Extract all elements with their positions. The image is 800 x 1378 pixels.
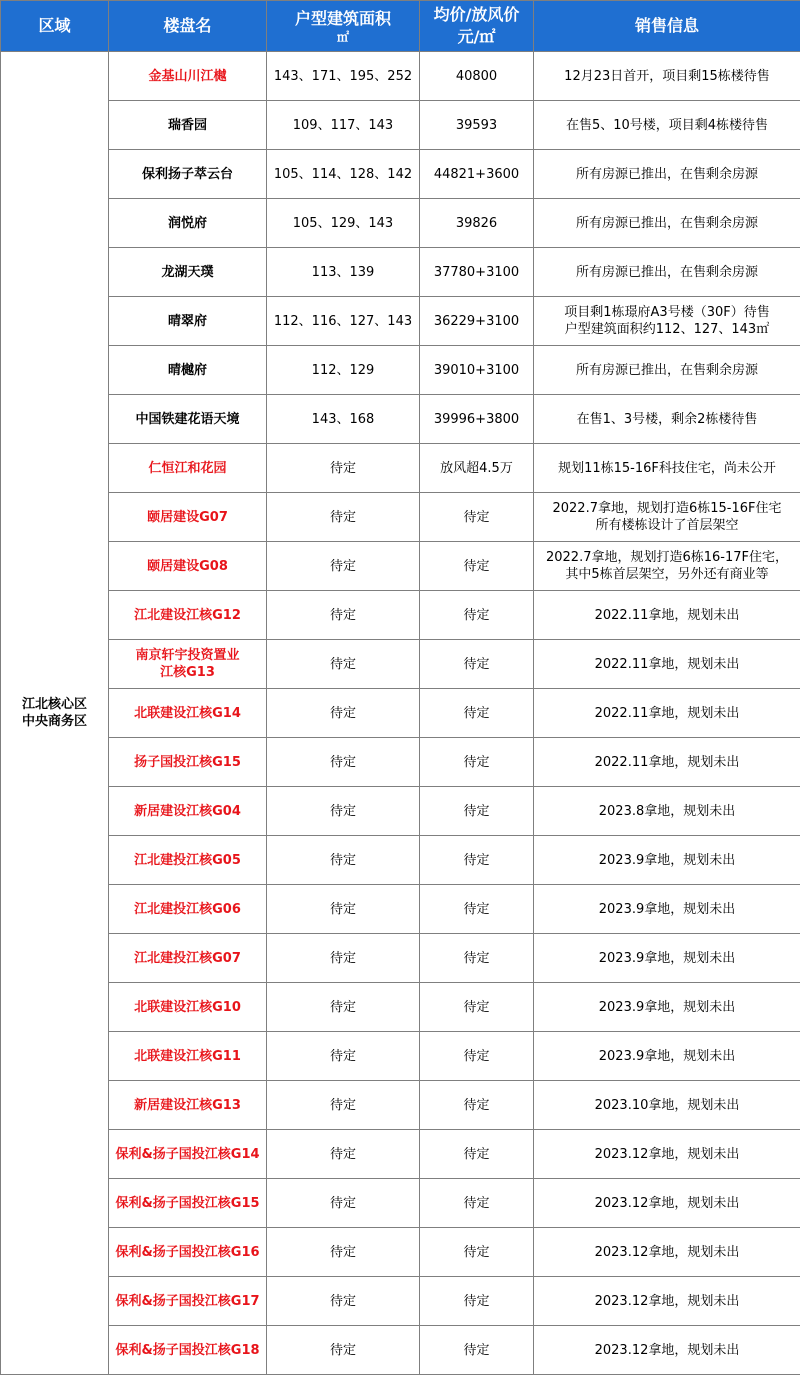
price-cell: 待定 [420, 934, 534, 983]
sales-info-line-1: 2022.11拿地，规划未出 [594, 656, 740, 672]
sales-info-cell [534, 787, 800, 836]
sales-info-cell [534, 444, 800, 493]
project-name-cell [109, 1228, 267, 1277]
area-cell: 105、129、143 [267, 199, 420, 248]
project-name: 南京轩宇投资置业 [135, 648, 240, 663]
table-row [1, 983, 800, 1032]
table-row [1, 248, 800, 297]
area-cell: 待定 [267, 689, 420, 738]
header-area-unit: ㎡ [336, 30, 349, 44]
project-name: 保利&扬子国投江核G14 [115, 1146, 260, 1162]
sales-info-line-2: 户型建筑面积约112、127、143㎡ [564, 322, 770, 337]
area-cell: 待定 [267, 1179, 420, 1228]
sales-info-line-1: 2023.9拿地，规划未出 [598, 1048, 736, 1064]
project-name-cell [109, 1130, 267, 1179]
price-cell: 39996+3800 [420, 395, 534, 444]
price-cell: 待定 [420, 542, 534, 591]
price-cell: 待定 [420, 836, 534, 885]
project-name-cell [109, 493, 267, 542]
price-cell: 待定 [420, 1081, 534, 1130]
header-sales: 销售信息 [534, 1, 800, 52]
area-cell: 待定 [267, 1277, 420, 1326]
sales-info-line-1: 2022.11拿地，规划未出 [594, 705, 740, 721]
table-row [1, 1228, 800, 1277]
table-row [1, 738, 800, 787]
sales-info-cell [534, 346, 800, 395]
project-name-cell [109, 297, 267, 346]
table-row [1, 1277, 800, 1326]
table-row [1, 493, 800, 542]
header-region: 区域 [1, 1, 109, 52]
area-cell: 待定 [267, 493, 420, 542]
table-row [1, 52, 800, 101]
header-area-line1: 户型建筑面积 [294, 9, 391, 28]
sales-info-cell [534, 395, 800, 444]
project-name: 润悦府 [167, 215, 207, 231]
area-cell: 105、114、128、142 [267, 150, 420, 199]
region-cell [1, 52, 109, 1375]
price-cell: 待定 [420, 885, 534, 934]
sales-info-cell [534, 640, 800, 689]
project-name-cell [109, 1179, 267, 1228]
area-cell: 待定 [267, 1228, 420, 1277]
header-name: 楼盘名 [109, 1, 267, 52]
sales-info-cell [534, 1081, 800, 1130]
sales-info-line-1: 12月23日首开，项目剩15栋楼待售 [564, 68, 770, 84]
project-name-cell [109, 444, 267, 493]
project-name: 北联建设江核G14 [134, 705, 241, 721]
project-name-cell [109, 1032, 267, 1081]
project-name-cell [109, 1326, 267, 1375]
area-cell: 待定 [267, 542, 420, 591]
sales-info-cell [534, 689, 800, 738]
project-name: 仁恒江和花园 [148, 460, 227, 476]
sales-info-cell [534, 983, 800, 1032]
area-cell: 143、171、195、252 [267, 52, 420, 101]
sales-info-cell [534, 1130, 800, 1179]
price-cell: 待定 [420, 787, 534, 836]
project-name: 新居建设江核G04 [134, 803, 241, 819]
header-price [420, 1, 534, 52]
project-name-line-2: 江核G13 [160, 665, 215, 680]
price-cell: 36229+3100 [420, 297, 534, 346]
project-name: 中国铁建花语天境 [135, 411, 240, 427]
sales-info-cell [534, 934, 800, 983]
sales-info-line-1: 2023.12拿地，规划未出 [594, 1342, 740, 1358]
area-cell: 待定 [267, 934, 420, 983]
project-name: 北联建设江核G11 [134, 1048, 241, 1064]
project-name: 保利扬子萃云台 [141, 166, 233, 182]
project-name: 晴翠府 [167, 313, 207, 329]
area-cell: 待定 [267, 640, 420, 689]
area-cell: 待定 [267, 1081, 420, 1130]
sales-info-cell [534, 150, 800, 199]
sales-info-cell [534, 248, 800, 297]
table-row [1, 1081, 800, 1130]
project-name-cell [109, 248, 267, 297]
table-row [1, 395, 800, 444]
project-name: 颐居建设G07 [147, 509, 228, 525]
project-name-cell [109, 395, 267, 444]
table-row [1, 640, 800, 689]
table-row [1, 444, 800, 493]
table-row [1, 885, 800, 934]
sales-info-line-2: 其中5栋首层架空，另外还有商业等 [565, 567, 769, 582]
table-row [1, 934, 800, 983]
table-row [1, 787, 800, 836]
sales-info-line-1: 2022.11拿地，规划未出 [594, 607, 740, 623]
project-name-cell [109, 689, 267, 738]
area-cell: 待定 [267, 1326, 420, 1375]
project-name-cell [109, 787, 267, 836]
price-cell: 39826 [420, 199, 534, 248]
sales-info-cell [534, 199, 800, 248]
project-name: 保利&扬子国投江核G17 [115, 1293, 260, 1309]
area-cell: 112、129 [267, 346, 420, 395]
price-cell: 待定 [420, 1179, 534, 1228]
price-cell: 待定 [420, 983, 534, 1032]
project-name: 晴樾府 [167, 362, 207, 378]
area-cell: 待定 [267, 1130, 420, 1179]
area-cell: 待定 [267, 1032, 420, 1081]
project-name: 江北建设江核G12 [134, 607, 241, 623]
table-row [1, 1032, 800, 1081]
sales-info-line-1: 2023.9拿地，规划未出 [598, 901, 736, 917]
project-name: 江北建投江核G07 [134, 950, 241, 966]
price-cell: 待定 [420, 1130, 534, 1179]
region-line-2: 中央商务区 [21, 714, 87, 729]
sales-info-cell [534, 836, 800, 885]
sales-info-cell [534, 738, 800, 787]
table-row [1, 199, 800, 248]
sales-info-line-2: 所有楼栋设计了首层架空 [595, 518, 739, 533]
area-cell: 待定 [267, 885, 420, 934]
area-cell: 待定 [267, 591, 420, 640]
sales-info-cell [534, 591, 800, 640]
sales-info-line-1: 2022.7拿地，规划打造6栋16-17F住宅， [545, 550, 788, 565]
header-area [267, 1, 420, 52]
sales-info-line-1: 2023.9拿地，规划未出 [598, 852, 736, 868]
table-row [1, 591, 800, 640]
sales-info-cell [534, 1326, 800, 1375]
project-name-cell [109, 1277, 267, 1326]
table-row [1, 150, 800, 199]
price-cell: 待定 [420, 1326, 534, 1375]
project-name-cell [109, 836, 267, 885]
project-name: 北联建设江核G10 [134, 999, 241, 1015]
table-row [1, 1179, 800, 1228]
price-cell: 待定 [420, 1277, 534, 1326]
project-name: 龙湖天璞 [161, 264, 214, 280]
price-cell: 待定 [420, 591, 534, 640]
price-cell: 待定 [420, 738, 534, 787]
area-cell: 待定 [267, 787, 420, 836]
project-name-cell [109, 52, 267, 101]
project-name: 瑞香园 [167, 117, 207, 133]
project-name-cell [109, 591, 267, 640]
price-cell: 放风超4.5万 [420, 444, 534, 493]
region-line-1: 江北核心区 [21, 697, 87, 712]
header-price-unit: 元/㎡ [457, 27, 496, 46]
sales-info-cell [534, 1228, 800, 1277]
price-cell: 39593 [420, 101, 534, 150]
price-cell: 37780+3100 [420, 248, 534, 297]
project-name-cell [109, 640, 267, 689]
table-row [1, 542, 800, 591]
price-cell: 待定 [420, 689, 534, 738]
sales-info-cell [534, 52, 800, 101]
sales-info-cell [534, 542, 800, 591]
sales-info-line-1: 2023.12拿地，规划未出 [594, 1244, 740, 1260]
price-cell: 40800 [420, 52, 534, 101]
table-row [1, 689, 800, 738]
project-name: 江北建投江核G06 [134, 901, 241, 917]
sales-info-line-1: 2023.9拿地，规划未出 [598, 950, 736, 966]
table-row [1, 297, 800, 346]
table-row [1, 346, 800, 395]
area-cell: 109、117、143 [267, 101, 420, 150]
project-name-cell [109, 101, 267, 150]
project-name-cell [109, 1081, 267, 1130]
area-cell: 待定 [267, 836, 420, 885]
sales-info-line-1: 所有房源已推出，在售剩余房源 [575, 166, 758, 182]
area-cell: 待定 [267, 738, 420, 787]
project-name: 金基山川江樾 [148, 68, 227, 84]
project-name-cell [109, 150, 267, 199]
price-cell: 39010+3100 [420, 346, 534, 395]
area-cell: 143、168 [267, 395, 420, 444]
sales-info-line-1: 2022.11拿地，规划未出 [594, 754, 740, 770]
price-cell: 待定 [420, 1228, 534, 1277]
sales-info-line-1: 2023.8拿地，规划未出 [598, 803, 736, 819]
sales-info-cell [534, 1179, 800, 1228]
sales-info-line-1: 在售1、3号楼，剩余2栋楼待售 [576, 411, 758, 427]
price-cell: 待定 [420, 640, 534, 689]
project-name-cell [109, 199, 267, 248]
area-cell: 113、139 [267, 248, 420, 297]
sales-info-line-1: 在售5、10号楼，项目剩4栋楼待售 [565, 117, 769, 133]
table-row [1, 1130, 800, 1179]
project-name: 保利&扬子国投江核G16 [115, 1244, 260, 1260]
project-name: 保利&扬子国投江核G15 [115, 1195, 260, 1211]
table-body [1, 52, 800, 1375]
project-name-cell [109, 885, 267, 934]
sales-info-cell [534, 493, 800, 542]
header-row [1, 1, 800, 52]
header-price-line1: 均价/放风价 [433, 5, 520, 24]
sales-info-cell [534, 885, 800, 934]
price-cell: 待定 [420, 1032, 534, 1081]
project-name-cell [109, 738, 267, 787]
area-cell: 112、116、127、143 [267, 297, 420, 346]
project-name-cell [109, 934, 267, 983]
sales-info-line-1: 所有房源已推出，在售剩余房源 [575, 215, 758, 231]
price-cell: 待定 [420, 493, 534, 542]
sales-info-line-1: 2023.12拿地，规划未出 [594, 1195, 740, 1211]
project-name: 保利&扬子国投江核G18 [115, 1342, 260, 1358]
price-cell: 44821+3600 [420, 150, 534, 199]
project-name: 颐居建设G08 [147, 558, 228, 574]
project-name: 新居建设江核G13 [134, 1097, 241, 1113]
sales-info-line-1: 2023.12拿地，规划未出 [594, 1146, 740, 1162]
project-name: 江北建投江核G05 [134, 852, 241, 868]
project-name-cell [109, 542, 267, 591]
sales-info-line-1: 所有房源已推出，在售剩余房源 [575, 362, 758, 378]
sales-info-line-1: 规划11栋15-16F科技住宅，尚未公开 [558, 460, 776, 476]
area-cell: 待定 [267, 983, 420, 1032]
project-name-cell [109, 983, 267, 1032]
sales-info-line-1: 所有房源已推出，在售剩余房源 [575, 264, 758, 280]
table-row [1, 1326, 800, 1375]
table-row [1, 101, 800, 150]
sales-info-line-1: 2022.7拿地，规划打造6栋15-16F住宅 [552, 501, 782, 516]
sales-info-cell [534, 1277, 800, 1326]
sales-info-line-1: 2023.9拿地，规划未出 [598, 999, 736, 1015]
table-row [1, 836, 800, 885]
sales-info-line-1: 项目剩1栋璟府A3号楼（30F）待售 [564, 305, 770, 320]
sales-info-cell [534, 1032, 800, 1081]
project-name: 扬子国投江核G15 [134, 754, 241, 770]
sales-info-cell [534, 297, 800, 346]
sales-info-cell [534, 101, 800, 150]
area-cell: 待定 [267, 444, 420, 493]
sales-info-line-1: 2023.12拿地，规划未出 [594, 1293, 740, 1309]
sales-info-line-1: 2023.10拿地，规划未出 [594, 1097, 740, 1113]
project-name-cell [109, 346, 267, 395]
